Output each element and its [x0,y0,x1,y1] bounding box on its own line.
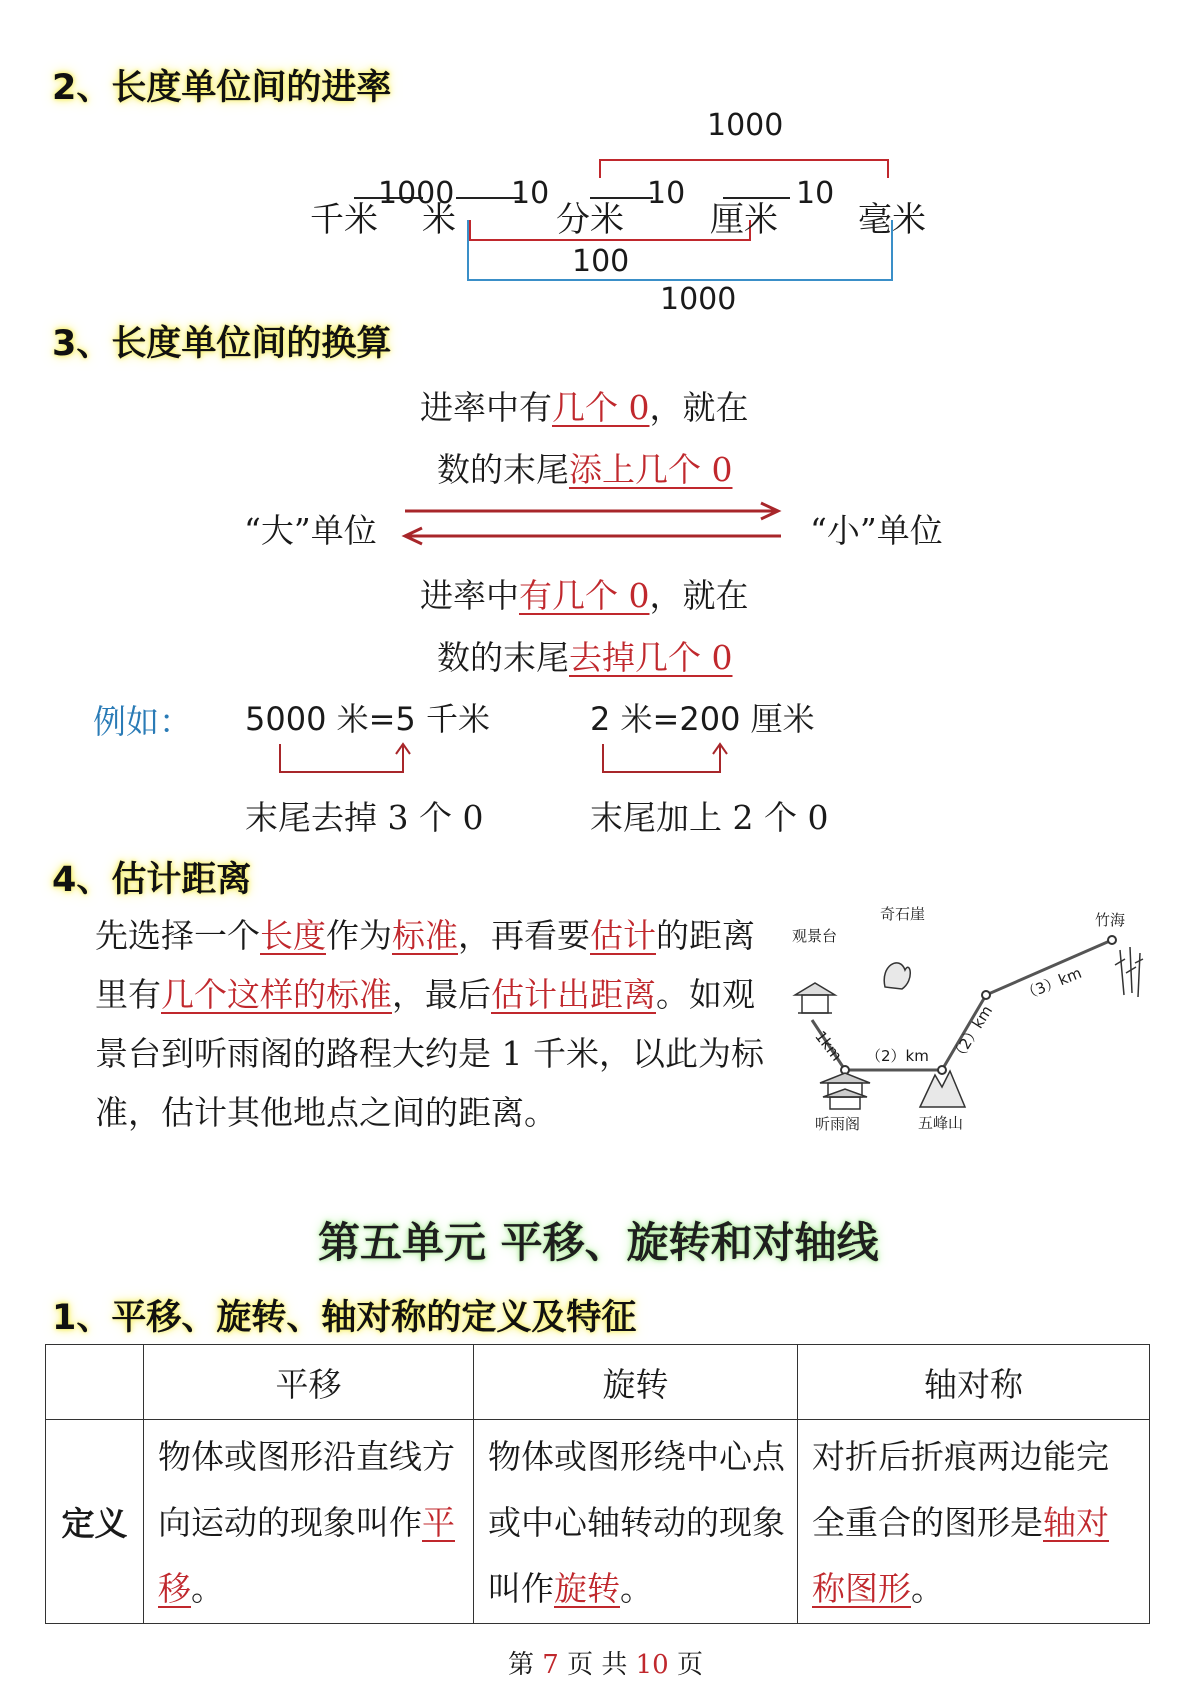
pagoda-icon [820,1073,870,1109]
highlight-text: 估计出距离 [491,975,656,1014]
node [1108,936,1116,944]
text: 作为 [326,916,392,955]
text: 。如观景台到听雨阁的路程大约是 1 千米，以此为标准，估计其他地点之间的距离。 [95,975,764,1132]
cell-translation [144,1420,474,1624]
rate-km-m: 1000 [378,176,455,211]
rock-icon [884,963,910,989]
example-1-note: 末尾去掉 3 个 0 [245,798,484,837]
text: ，就在 [649,388,749,427]
table-header-empty [46,1345,144,1420]
rule-bottom-line1 [420,570,749,617]
text: 。 [620,1569,653,1608]
unit-cm: 厘米 [710,200,778,240]
mountain-icon [920,1071,965,1107]
conversion-arrows [395,496,791,546]
unit-title: 第五单元 平移、旋转和对轴线 [318,1218,879,1267]
bracket-bottom-label: 1000 [660,282,737,317]
unit-km: 千米 [310,200,378,240]
highlight-text: 平移 [158,1503,455,1608]
node [982,991,990,999]
table-header-row [46,1345,1150,1420]
small-unit-label: “小”单位 [810,511,943,550]
text: 。 [911,1569,944,1608]
highlight-text: 轴对称图形 [812,1503,1109,1608]
node [938,1066,946,1074]
page-total: 10 [635,1650,669,1680]
estimate-paragraph [95,906,785,1142]
highlight-text: 估计 [590,916,656,955]
place-guanjingtai: 观景台 [792,927,838,945]
example-1-arrow [280,744,403,772]
bracket-bottom [468,220,892,280]
text: 进率中 [420,576,519,615]
segment-label-4: （3）km [1019,963,1085,1005]
big-unit-label: “大”单位 [244,511,377,550]
highlight-text: 标准 [392,916,458,955]
example-arrows [270,740,730,780]
text: 第 [508,1650,535,1680]
text: 。 [191,1569,224,1608]
text: 数的末尾 [437,638,569,677]
text: 页 共 [567,1650,628,1680]
rule-top-line1 [420,382,749,429]
highlight-text: 去掉几个 0 [569,638,733,677]
rate-m-dm: 10 [511,176,550,211]
unit-mm: 毫米 [858,200,926,240]
text: 先选择一个 [95,916,260,955]
route-map [790,905,1150,1135]
page-footer [508,1644,703,1681]
text: ，再看要 [458,916,590,955]
text: 进率中有 [420,388,552,427]
unit-dm: 分米 [556,200,624,240]
section-title-definitions: 1、平移、旋转、轴对称的定义及特征 [52,1298,637,1338]
highlight-text: 旋转 [554,1569,620,1608]
example-1: 5000 米=5 千米 [245,700,490,738]
segment-label-2: （2）km [866,1047,929,1065]
text: 数的末尾 [437,450,569,489]
highlight-text: 几个 0 [552,388,650,427]
text: 对折后折痕两边能完全重合的图形是 [812,1437,1109,1542]
rule-bottom-line2 [437,632,733,679]
example-2: 2 米=200 厘米 [590,700,815,738]
highlight-text: 几个这样的标准 [161,975,392,1014]
place-tingyuge: 听雨阁 [815,1115,861,1133]
pavilion-icon [795,983,835,1013]
text: 物体或图形绕中心点或中心轴转动的现象叫作 [488,1437,785,1608]
table-header-translation: 平移 [144,1345,474,1420]
bracket-mid-label: 100 [572,244,630,279]
table-header-symmetry: 轴对称 [798,1345,1150,1420]
text: ，最后 [392,975,491,1014]
highlight-text: 添上几个 0 [569,450,733,489]
text: 物体或图形沿直线方向运动的现象叫作 [158,1437,455,1542]
bamboo-icon [1115,947,1143,997]
place-wufengshan: 五峰山 [918,1114,964,1132]
rule-top-line2 [437,444,733,491]
text: 的距离里有 [95,916,755,1014]
text: ，就在 [649,576,749,615]
cell-symmetry [798,1420,1150,1624]
example-2-arrow [603,744,720,772]
cell-rotation [474,1420,798,1624]
highlight-text: 长度 [260,916,326,955]
segment-label-1: 1km [811,1027,846,1065]
highlight-text: 有几个 0 [519,576,650,615]
place-qishiya: 奇石崖 [880,905,926,923]
bracket-top-label: 1000 [707,108,784,143]
definition-table [45,1344,1150,1624]
example-label: 例如： [93,702,192,741]
example-2-note: 末尾加上 2 个 0 [590,798,829,837]
place-zhuhai: 竹海 [1095,911,1126,929]
table-header-rotation: 旋转 [474,1345,798,1420]
table-row [46,1420,1150,1624]
text: 页 [676,1650,703,1680]
page-number: 7 [542,1650,559,1680]
segment-label-3: （2）km [947,1002,997,1066]
rate-dm-cm: 10 [647,176,686,211]
unit-m: 米 [422,200,456,240]
section-title-estimate: 4、估计距离 [52,860,252,900]
section-title-conversion: 3、长度单位间的换算 [52,324,392,364]
rate-cm-mm: 10 [796,176,835,211]
section-title-rates: 2、长度单位间的进率 [52,68,392,108]
bracket-top [600,160,888,178]
table-row-label: 定义 [46,1420,144,1624]
